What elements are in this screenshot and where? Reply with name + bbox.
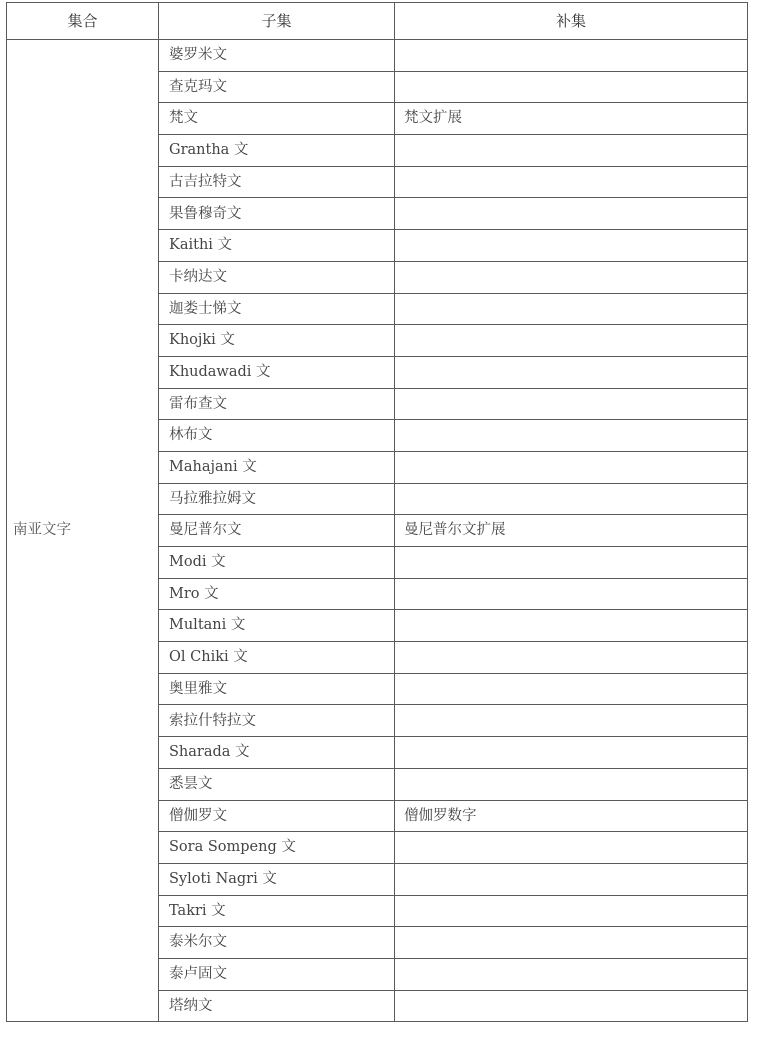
header-subset: 子集 bbox=[159, 3, 395, 40]
supplement-cell bbox=[395, 737, 748, 769]
supplement-cell bbox=[395, 958, 748, 990]
subset-cell: 悉昙文 bbox=[159, 768, 395, 800]
subset-cell: 马拉雅拉姆文 bbox=[159, 483, 395, 515]
subset-cell: 雷布查文 bbox=[159, 388, 395, 420]
subset-cell: Khudawadi 文 bbox=[159, 356, 395, 388]
supplement-cell bbox=[395, 293, 748, 325]
subset-cell: 迦娄士悌文 bbox=[159, 293, 395, 325]
subset-cell: 婆罗米文 bbox=[159, 40, 395, 72]
supplement-cell bbox=[395, 166, 748, 198]
supplement-cell bbox=[395, 40, 748, 72]
subset-cell: Khojki 文 bbox=[159, 325, 395, 357]
supplement-cell bbox=[395, 198, 748, 230]
supplement-cell bbox=[395, 642, 748, 674]
supplement-cell bbox=[395, 356, 748, 388]
supplement-cell bbox=[395, 388, 748, 420]
supplement-cell bbox=[395, 705, 748, 737]
table-row bbox=[7, 40, 748, 72]
header-supplement: 补集 bbox=[395, 3, 748, 40]
subset-cell: Kaithi 文 bbox=[159, 230, 395, 262]
subset-cell: 泰米尔文 bbox=[159, 927, 395, 959]
supplement-cell bbox=[395, 71, 748, 103]
supplement-cell bbox=[395, 325, 748, 357]
subset-cell: Mro 文 bbox=[159, 578, 395, 610]
header-row bbox=[7, 3, 748, 40]
subset-cell: Sora Sompeng 文 bbox=[159, 832, 395, 864]
supplement-cell: 梵文扩展 bbox=[395, 103, 748, 135]
script-subset-table bbox=[6, 2, 748, 1022]
subset-cell: 卡纳达文 bbox=[159, 261, 395, 293]
supplement-cell bbox=[395, 261, 748, 293]
supplement-cell bbox=[395, 578, 748, 610]
supplement-cell bbox=[395, 895, 748, 927]
subset-cell: Modi 文 bbox=[159, 547, 395, 579]
supplement-cell bbox=[395, 135, 748, 167]
subset-cell: 索拉什特拉文 bbox=[159, 705, 395, 737]
subset-cell: 曼尼普尔文 bbox=[159, 515, 395, 547]
subset-cell: 塔纳文 bbox=[159, 990, 395, 1022]
supplement-cell bbox=[395, 832, 748, 864]
subset-cell: Grantha 文 bbox=[159, 135, 395, 167]
supplement-cell: 僧伽罗数字 bbox=[395, 800, 748, 832]
set-group-cell: 南亚文字 bbox=[7, 40, 159, 1022]
supplement-cell bbox=[395, 230, 748, 262]
header-set: 集合 bbox=[7, 3, 159, 40]
supplement-cell bbox=[395, 451, 748, 483]
subset-cell: Sharada 文 bbox=[159, 737, 395, 769]
supplement-cell bbox=[395, 768, 748, 800]
subset-cell: 查克玛文 bbox=[159, 71, 395, 103]
subset-cell: Takri 文 bbox=[159, 895, 395, 927]
table-body bbox=[7, 40, 748, 1022]
subset-cell: 梵文 bbox=[159, 103, 395, 135]
supplement-cell bbox=[395, 990, 748, 1022]
supplement-cell: 曼尼普尔文扩展 bbox=[395, 515, 748, 547]
subset-cell: 泰卢固文 bbox=[159, 958, 395, 990]
supplement-cell bbox=[395, 863, 748, 895]
supplement-cell bbox=[395, 483, 748, 515]
subset-cell: 古吉拉特文 bbox=[159, 166, 395, 198]
subset-cell: Mahajani 文 bbox=[159, 451, 395, 483]
subset-cell: Ol Chiki 文 bbox=[159, 642, 395, 674]
table-header bbox=[7, 3, 748, 40]
subset-cell: 僧伽罗文 bbox=[159, 800, 395, 832]
subset-cell: 奥里雅文 bbox=[159, 673, 395, 705]
supplement-cell bbox=[395, 610, 748, 642]
supplement-cell bbox=[395, 420, 748, 452]
supplement-cell bbox=[395, 927, 748, 959]
subset-cell: 林布文 bbox=[159, 420, 395, 452]
supplement-cell bbox=[395, 673, 748, 705]
supplement-cell bbox=[395, 547, 748, 579]
subset-cell: Syloti Nagri 文 bbox=[159, 863, 395, 895]
subset-cell: 果鲁穆奇文 bbox=[159, 198, 395, 230]
subset-cell: Multani 文 bbox=[159, 610, 395, 642]
document-page bbox=[6, 2, 747, 1022]
